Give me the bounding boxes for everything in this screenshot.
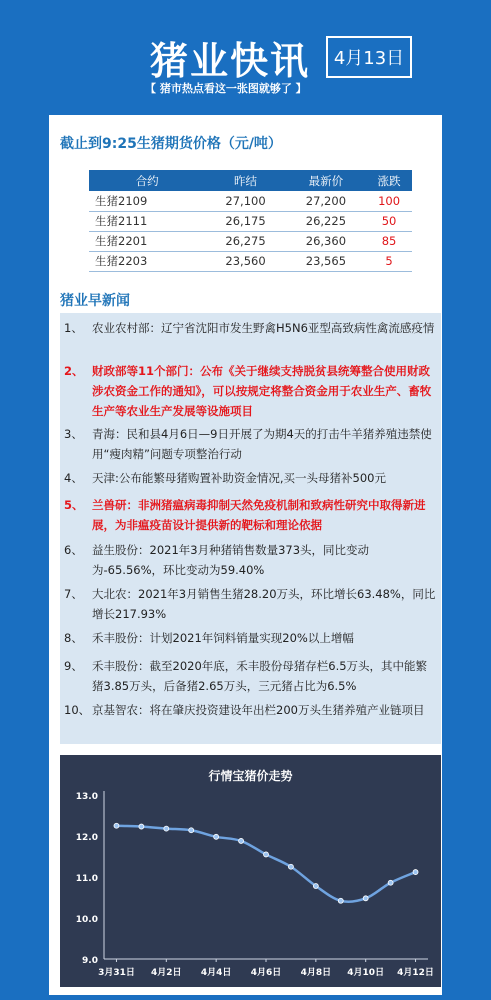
chart-svg	[60, 755, 441, 987]
cell-contract: 生猪2201	[89, 231, 205, 251]
news-text: 农业农村部：辽宁省沈阳市发生野禽H5N6亚型高致病性禽流感疫情	[92, 321, 435, 335]
y-tick-label: 13.0	[75, 792, 98, 802]
news-text: 禾丰股份：计划2021年饲料销量实现20%以上增幅	[92, 631, 354, 645]
cell-contract: 生猪2203	[89, 251, 205, 271]
date-badge: 4月13日	[326, 36, 412, 78]
news-number: 3、	[64, 427, 83, 441]
news-text: 大北农：2021年3月销售生猪28.20万头，环比增长63.48%，同比增长217.93%	[92, 587, 436, 621]
page-title: 猪业快讯	[150, 39, 311, 83]
data-point	[288, 864, 293, 869]
data-point	[214, 834, 219, 839]
page-subtitle: 【 猪市热点看这一张图就够了 】	[145, 82, 307, 95]
news-number: 5、	[64, 498, 84, 512]
data-point	[164, 826, 169, 831]
y-tick-label: 10.0	[75, 915, 98, 925]
data-point	[313, 884, 318, 889]
x-tick-label: 4月6日	[250, 968, 282, 978]
data-point	[363, 896, 368, 901]
news-number: 7、	[64, 587, 83, 601]
data-point	[264, 852, 269, 857]
col-contract: 合约	[89, 170, 205, 191]
cell-prev-settle: 26,275	[205, 231, 285, 251]
table-row	[89, 231, 412, 251]
news-number: 4、	[64, 471, 83, 485]
cell-prev-settle: 27,100	[205, 191, 285, 211]
x-tick-label: 4月2日	[151, 968, 182, 978]
table-row	[89, 211, 412, 231]
col-prev-settle: 昨结	[205, 170, 285, 191]
cell-prev-settle: 26,175	[205, 211, 285, 231]
cell-contract: 生猪2109	[89, 191, 205, 211]
x-tick-label: 4月4日	[200, 968, 232, 978]
data-point	[239, 838, 244, 843]
cell-latest: 23,565	[286, 251, 366, 271]
data-point	[388, 880, 393, 885]
cell-prev-settle: 23,560	[205, 251, 285, 271]
news-text: 青海：民和县4月6日—9日开展了为期4天的打击牛羊猪养殖违禁使用“瘦肉精”问题专项整治行动	[92, 427, 432, 461]
x-tick-label: 3月31日	[98, 968, 135, 978]
y-tick-label: 9.0	[82, 956, 98, 966]
cell-latest: 26,360	[286, 231, 366, 251]
futures-table	[89, 170, 412, 272]
cell-change: 85	[366, 231, 412, 251]
cell-contract: 生猪2111	[89, 211, 205, 231]
chart-title: 行情宝猪价走势	[208, 769, 293, 783]
data-point	[114, 823, 119, 828]
y-tick-label: 12.0	[75, 833, 98, 843]
news-number: 6、	[64, 543, 83, 557]
news-section-title: 猪业早新闻	[60, 293, 130, 309]
y-tick-label: 11.0	[75, 874, 98, 884]
cell-latest: 27,200	[286, 191, 366, 211]
col-change: 涨跌	[366, 170, 412, 191]
futures-header-row	[89, 170, 412, 191]
data-point	[139, 824, 144, 829]
x-tick-label: 4月12日	[397, 968, 434, 978]
cell-latest: 26,225	[286, 211, 366, 231]
cell-change: 50	[366, 211, 412, 231]
news-text: 财政部等11个部门：公布《关于继续支持脱贫县统筹整合使用财政涉农资金工作的通知》，可以按规定将整合资金用于农业生产、畜牧生产等农业生产发展等设施项目	[92, 364, 432, 418]
news-number: 9、	[64, 659, 83, 673]
price-line	[116, 826, 415, 902]
price-chart	[60, 755, 441, 987]
x-tick-label: 4月10日	[347, 968, 385, 978]
col-latest: 最新价	[286, 170, 366, 191]
news-text: 兰兽研：非洲猪瘟病毒抑制天然免疫机制和致病性研究中取得新进展，为非瘟疫苗设计提供新的靶标和理论依据	[92, 498, 426, 532]
table-row	[89, 191, 412, 211]
news-number: 10、	[64, 703, 91, 717]
news-text: 益生股份：2021年3月种猪销售数量373头，同比变动为-65.56%，环比变动为59.40%	[92, 543, 370, 577]
cell-change: 100	[366, 191, 412, 211]
futures-section-title: 截止到9:25生猪期货价格（元/吨）	[60, 136, 282, 152]
news-text: 禾丰股份：截至2020年底，禾丰股份母猪存栏6.5万头，其中能繁猪3.85万头，后备猪2.65万头，三元猪占比为6.5%	[92, 659, 428, 693]
header	[0, 0, 491, 110]
data-point	[413, 870, 418, 875]
data-point	[189, 828, 194, 833]
news-number: 2、	[64, 364, 84, 378]
news-text: 京基智农：将在肇庆投资建设年出栏200万头生猪养殖产业链项目	[92, 703, 425, 717]
cell-change: 5	[366, 251, 412, 271]
news-number: 1、	[64, 321, 83, 335]
data-point	[338, 898, 343, 903]
news-number: 8、	[64, 631, 83, 645]
news-text: 天津:公布能繁母猪购置补助资金情况,买一头母猪补500元	[92, 471, 386, 485]
x-tick-label: 4月8日	[300, 968, 332, 978]
table-row	[89, 251, 412, 271]
